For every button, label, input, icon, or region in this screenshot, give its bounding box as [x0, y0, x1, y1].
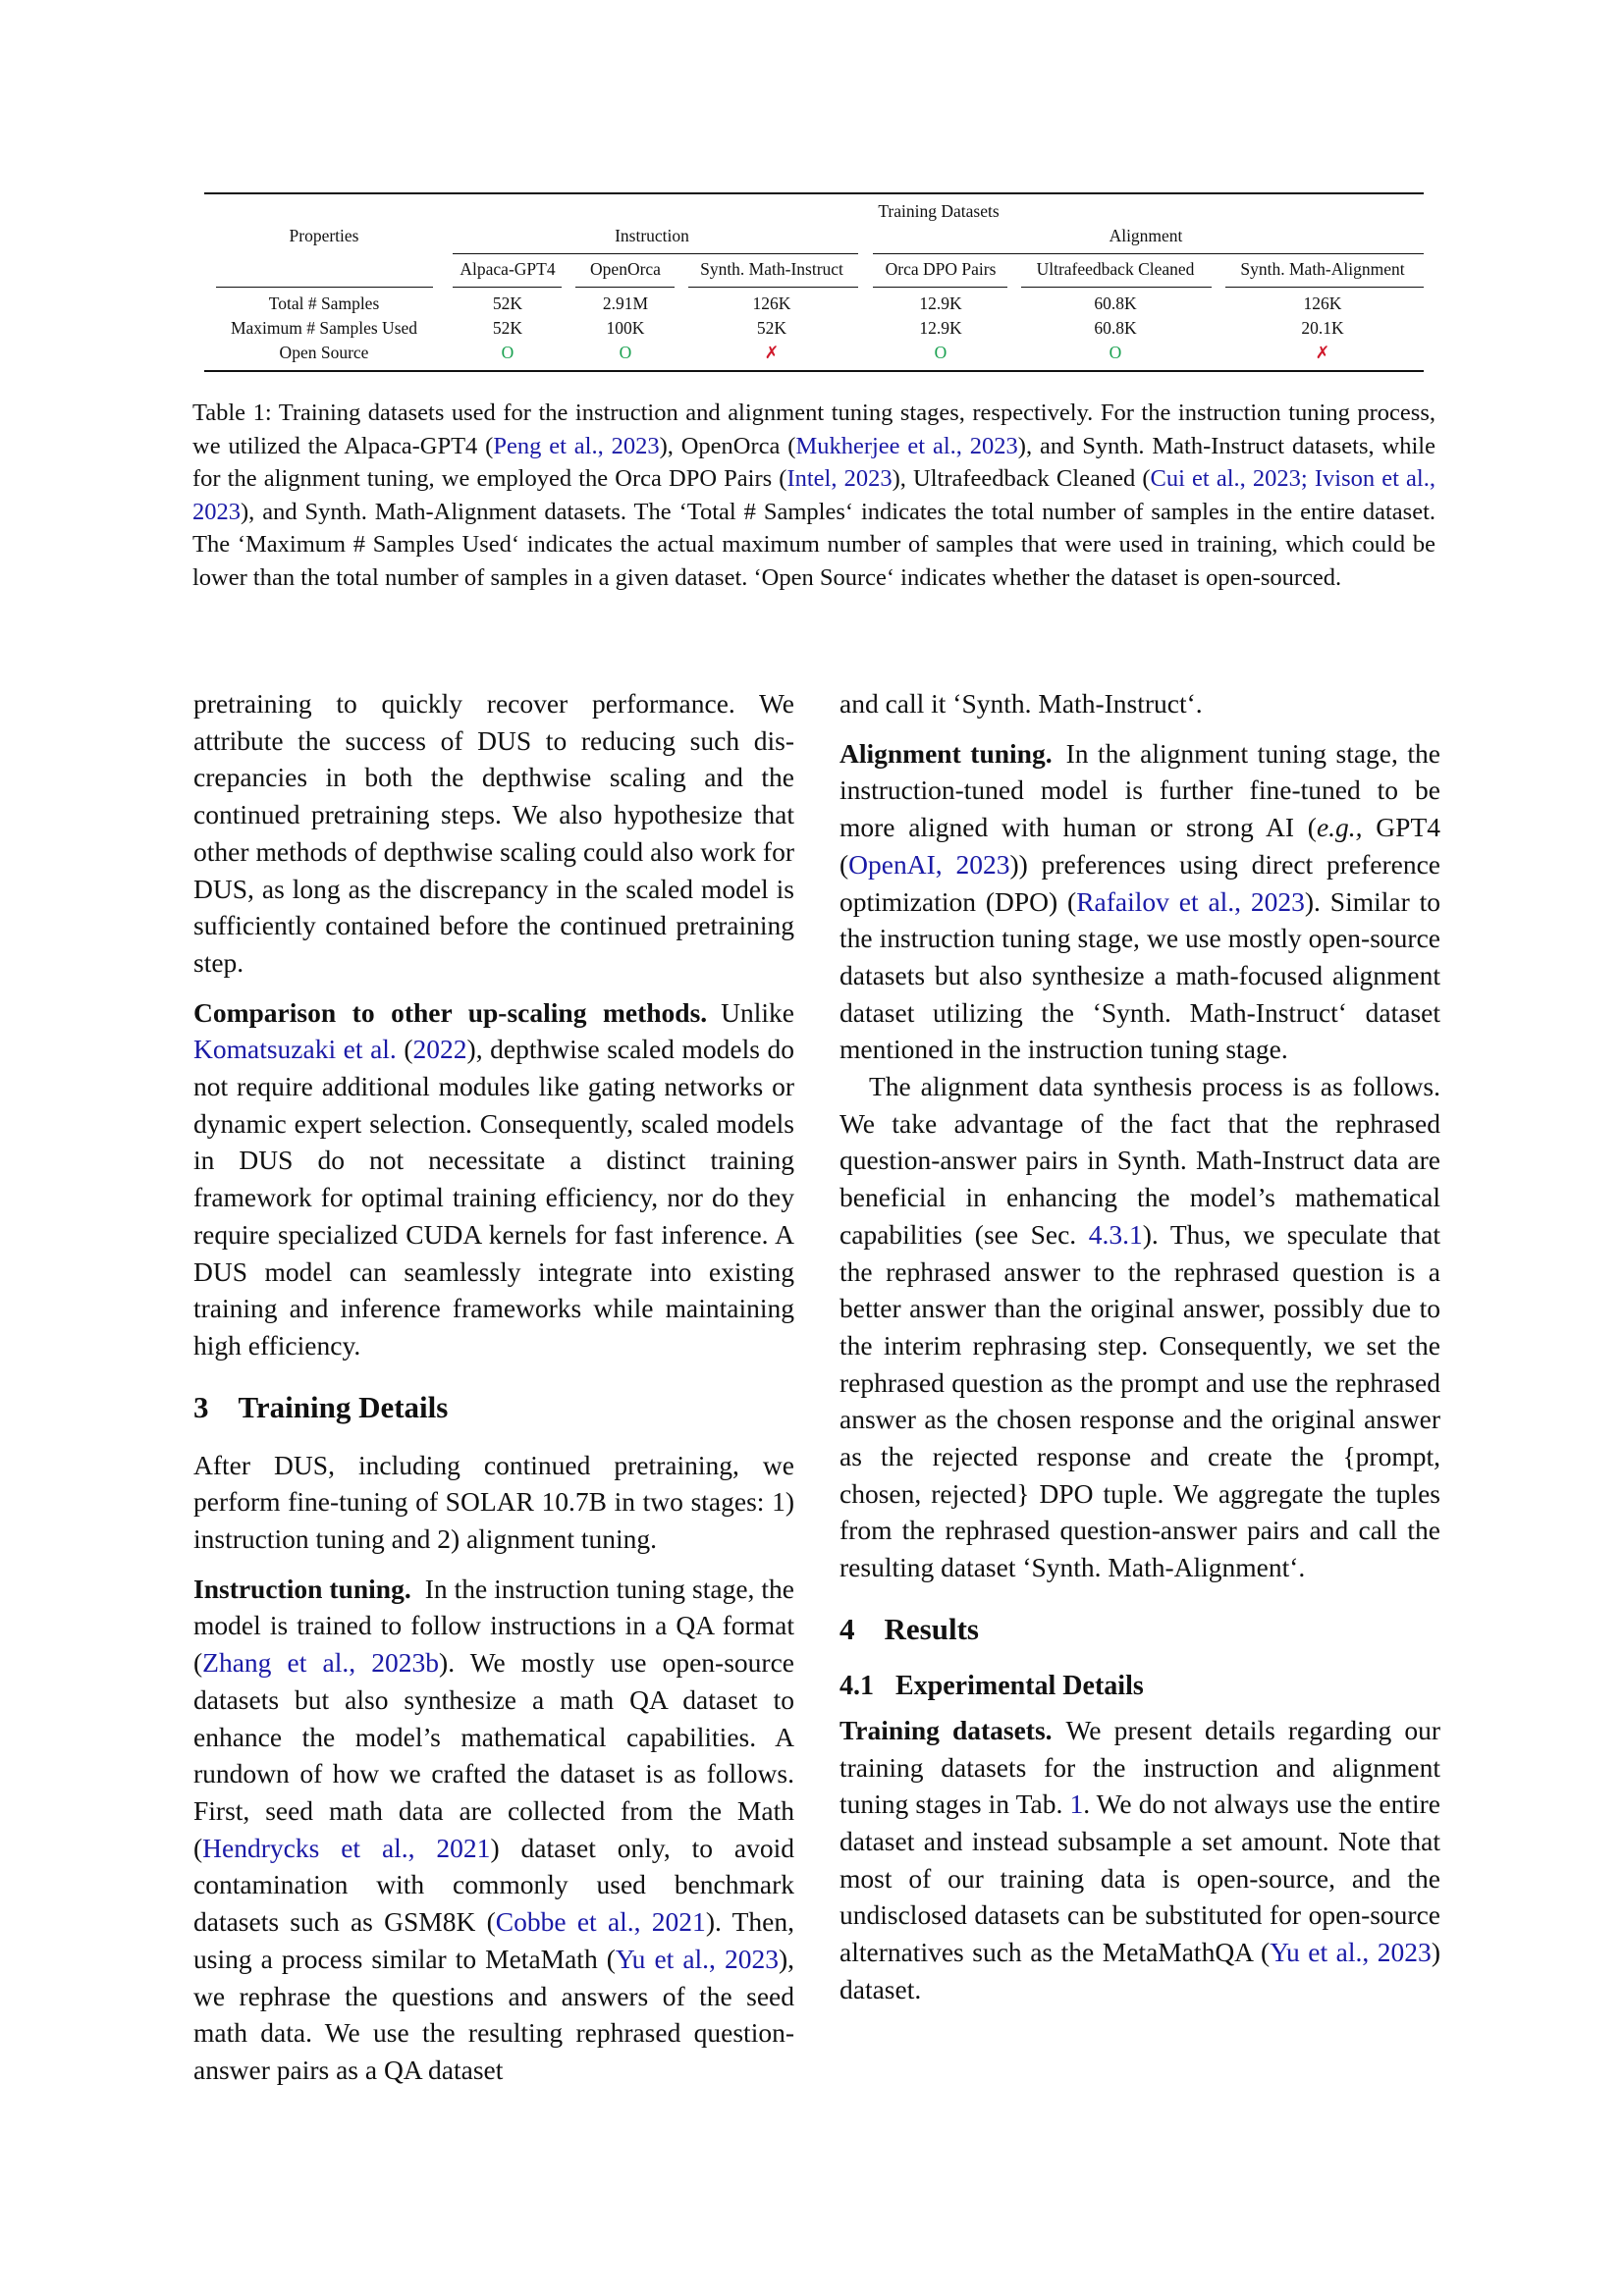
open-source-no-mark: ✗ [764, 343, 780, 362]
paragraph-text: ), we rephrase the questions and answers of the seed math data. We use the resulting rephrased question-answer pairs as a QA dataset [193, 1943, 794, 2085]
paragraph-text: We present details regarding our training datasets for the instruction and alignment tuning stages in Tab. [839, 1714, 1440, 1820]
table-cell: 126K [1303, 294, 1342, 313]
col-header-synth-math-instruct: Synth. Math-Instruct [700, 259, 843, 279]
table-cell: 100K [606, 318, 645, 338]
table-caption [192, 397, 1435, 594]
caption-text: Table 1: Training datasets used for the instruction and alignment tuning stages, respectively. For the instruction tuning process, we utilized the Alpaca-GPT4 ( [192, 400, 1435, 459]
paragraph-heading: Instruction tuning. [193, 1573, 411, 1604]
paragraph-text: ). We mostly use open-source datasets but also synthesize a math QA dataset to enhance the model’s mathematical capabilities. A rundown of how we crafted the dataset is as follows. First, seed math data are collected from the Math ( [193, 1647, 794, 1863]
citation-link[interactable]: Rafailov et al., 2023 [1076, 885, 1305, 917]
table-properties-header: Properties [289, 226, 359, 245]
paragraph: and call it ‘Synth. Math-Instruct‘. [839, 688, 1203, 719]
citation-link[interactable]: Mukherjee et al., 2023 [795, 432, 1018, 459]
citation-link[interactable]: Yu et al., 2023 [1270, 1937, 1432, 1968]
paragraph: pretraining to quickly recover performance. We attribute the success of DUS to reducing such discrepancies in both the depthwise scaling and the continued pretraining steps. We also hypothesize that other methods of depthwise scaling could also work for DUS, as long as the discrepancy in the scaled model is sufficiently contained before the continued pretraining step. [193, 688, 794, 978]
open-source-yes-mark: O [501, 343, 514, 362]
col-header-openorca: OpenOrca [590, 259, 661, 279]
paragraph [193, 994, 794, 1364]
table-cell: 12.9K [919, 294, 962, 313]
section-title: Training Details [238, 1389, 449, 1424]
col-header-orca-dpo: Orca DPO Pairs [885, 259, 997, 279]
section-title: Results [884, 1611, 979, 1646]
row-label-max-used: Maximum # Samples Used [230, 318, 418, 338]
paragraph-text: ). Similar to the instruction tuning stage, we use mostly open-source datasets but also synthesize a math-focused alignment dataset utilizing the ‘Synth. Math-Instruct‘ dataset mentioned in the instruction tuning stage. [839, 885, 1440, 1065]
paragraph: After DUS, including continued pretraining, we perform fine-tuning of SOLAR 10.7B in two stages: 1) instruction tuning and 2) alignment tuning. [193, 1449, 794, 1555]
paragraph-text: The alignment data synthesis process is as follows. We take advantage of the fact that the rephrased question-answer pairs in Synth. Math-Instruct data are beneficial in enhancing the model’s mathematical capabilities (see Sec. [839, 1071, 1440, 1250]
table-cell: 60.8K [1094, 318, 1137, 338]
citation-link[interactable]: Peng et al., 2023 [493, 432, 660, 459]
paragraph-text: ). Thus, we speculate that the rephrased answer to the rephrased question is a better answer than the original answer, possibly due to the interim rephrasing step. Consequently, we set the rephrased question as the prompt and use the rephrased answer as the chosen response and the original answer as the rejected response and create the {prompt, chosen, rejected} DPO tuple. We aggregate the tuples from the rephrased question-answer pairs and call the resulting dataset ‘Synth. Math-Alignment‘. [839, 1218, 1440, 1583]
table-instruction-header: Instruction [615, 226, 689, 245]
col-rule [453, 287, 562, 288]
paragraph-text: Unlike [721, 996, 794, 1028]
subsection-heading [839, 1669, 1440, 1704]
table-bottom-rule [204, 370, 1424, 372]
paragraph-text: In the instruction tuning stage, the model is trained to follow instructions in a QA format ( [193, 1573, 794, 1679]
caption-text: ), and Synth. Math-Alignment datasets. The ‘Total # Samples‘ indicates the total number of samples in the entire dataset. The ‘Maximum # Samples Used‘ indicates the actual maximum number of samples that were used in training, which could be lower than the total number of samples in a given dataset. ‘Open Source‘ indicates whether the dataset is open-sourced. [192, 498, 1435, 591]
col-rule [575, 287, 675, 288]
citation-link[interactable]: Cui et al., 2023; Ivison et al., 2023 [192, 465, 1435, 525]
paragraph-text: ), depthwise scaled models do not require additional modules like gating networks or dynamic expert selection. Consequently, scaled models in DUS do not necessitate a distinct training framework for optimal training efficiency, nor do they require specialized CUDA kernels for fast inference. A DUS model can seamlessly integrate into existing training and inference frameworks while maintaining high efficiency. [193, 1034, 794, 1361]
col-rule [1021, 287, 1212, 288]
paragraph-text: e.g., [1316, 812, 1363, 843]
open-source-yes-mark: O [934, 343, 947, 362]
table-cell: 126K [752, 294, 791, 313]
table-group-header: Training Datasets [878, 201, 1000, 221]
table-cell: 52K [492, 294, 523, 313]
caption-text: ), OpenOrca ( [659, 432, 796, 459]
section-number: 4 [839, 1611, 855, 1646]
table-cell: 52K [756, 318, 787, 338]
paragraph [839, 1712, 1440, 2008]
caption-text: ), Ultrafeedback Cleaned ( [892, 465, 1151, 492]
alignment-group-rule [873, 253, 1424, 254]
paragraph [193, 1571, 794, 2089]
table-alignment-header: Alignment [1109, 226, 1183, 245]
paragraph-heading: Alignment tuning. [839, 737, 1053, 769]
table-ref-link[interactable]: 1 [1069, 1789, 1084, 1820]
paragraph [839, 1068, 1440, 1586]
paragraph-heading: Comparison to other up-scaling methods. [193, 996, 708, 1028]
left-column [193, 685, 794, 2089]
col-rule [1225, 287, 1424, 288]
section-heading [193, 1390, 794, 1425]
paragraph-text: )) preferences using direct preference optimization (DPO) ( [839, 848, 1440, 917]
citation-link[interactable]: Hendrycks et al., 2021 [202, 1832, 491, 1863]
subsection-number: 4.1 [839, 1670, 874, 1701]
open-source-yes-mark: O [1109, 343, 1122, 362]
table-cell: 2.91M [602, 294, 649, 313]
open-source-no-mark: ✗ [1315, 343, 1330, 362]
table-cell: 12.9K [919, 318, 962, 338]
citation-link[interactable]: 2022 [412, 1034, 467, 1065]
paragraph-text: ) dataset only, to avoid contamination with commonly used benchmark datasets such as GSM8K ( [193, 1832, 794, 1938]
col-header-synth-math-alignment: Synth. Math-Alignment [1240, 259, 1405, 279]
paragraph-text: In the alignment tuning stage, the instruction-tuned model is further fine-tuned to be more aligned with human or strong AI ( [839, 737, 1440, 843]
col-header-alpaca: Alpaca-GPT4 [460, 259, 556, 279]
row-label-total: Total # Samples [268, 294, 380, 313]
paragraph-text: ). Then, using a process similar to MetaMath ( [193, 1906, 794, 1974]
section-heading [839, 1612, 1440, 1647]
citation-link[interactable]: Yu et al., 2023 [615, 1943, 779, 1974]
subsection-title: Experimental Details [895, 1670, 1144, 1701]
citation-link[interactable]: Cobbe et al., 2021 [495, 1906, 706, 1938]
paragraph-text: GPT4 ( [839, 812, 1441, 880]
row-label-open-source: Open Source [279, 343, 369, 362]
citation-link[interactable]: Intel, 2023 [786, 465, 893, 492]
paragraph-text: . We do not always use the entire dataset and instead subsample a set amount. Note that most of our training data is open-source, and the undisclosed datasets can be substituted for open-source alternatives such as the MetaMathQA ( [839, 1789, 1440, 1968]
table-cell: 60.8K [1094, 294, 1137, 313]
section-number: 3 [193, 1389, 209, 1424]
col-rule [873, 287, 1007, 288]
citation-link[interactable]: OpenAI, 2023 [848, 848, 1010, 880]
paragraph [839, 735, 1440, 1068]
paragraph-text: ( [396, 1034, 413, 1065]
table-cell: 52K [492, 318, 523, 338]
properties-rule [216, 287, 433, 288]
section-ref-link[interactable]: 4.3.1 [1088, 1218, 1143, 1250]
open-source-yes-mark: O [619, 343, 632, 362]
table-top-rule [204, 192, 1424, 194]
paragraph-heading: Training datasets. [839, 1714, 1053, 1745]
paragraph-text: ) dataset. [839, 1937, 1440, 2004]
col-header-ultrafeedback: Ultrafeedback Cleaned [1036, 259, 1195, 279]
citation-link[interactable]: Zhang et al., 2023b [202, 1647, 440, 1679]
table-cell: 20.1K [1301, 318, 1344, 338]
citation-link[interactable]: Komatsuzaki et al. [193, 1034, 397, 1065]
col-rule [688, 287, 858, 288]
right-column [839, 685, 1440, 2008]
instruction-group-rule [453, 253, 858, 254]
caption-text: ), and Synth. Math-Instruct datasets, while for the alignment tuning, we employed the Orca DPO Pairs ( [192, 432, 1435, 492]
